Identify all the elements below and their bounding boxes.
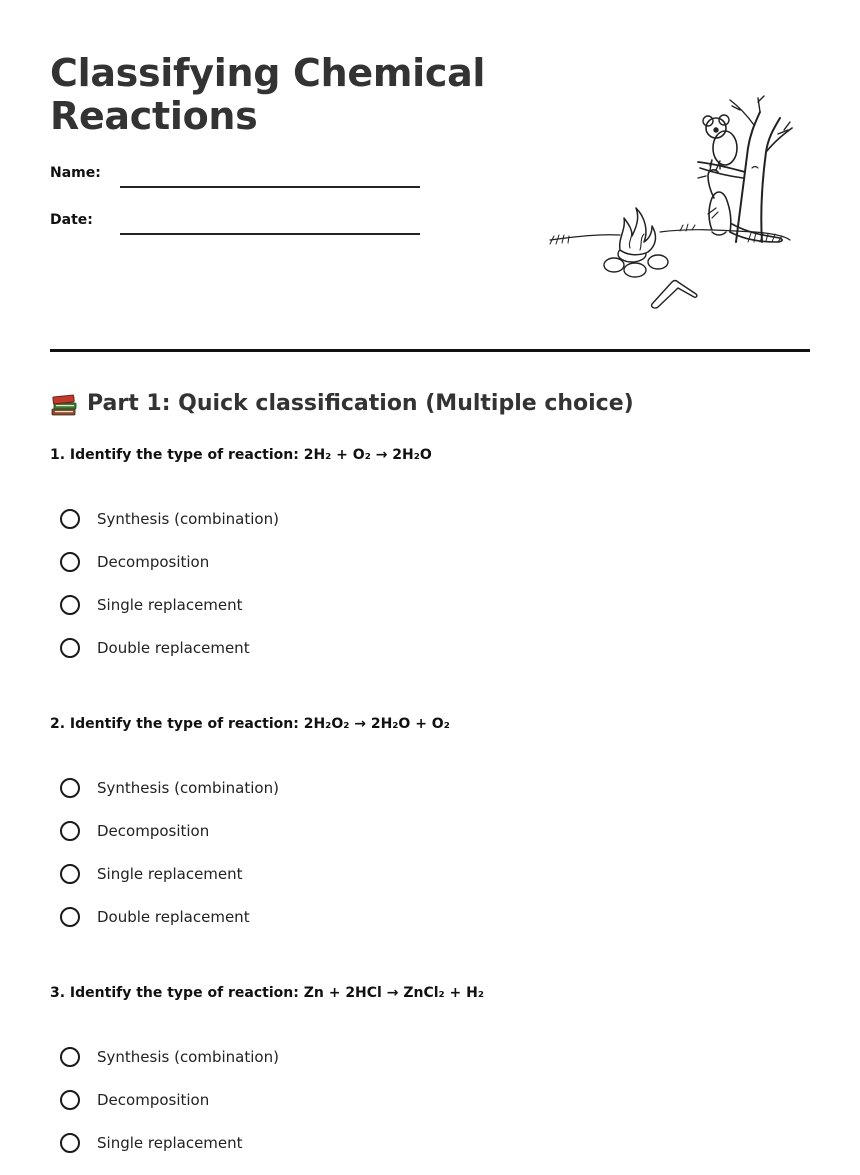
option-decomposition[interactable] — [60, 1089, 279, 1132]
option-decomposition[interactable] — [60, 551, 279, 594]
name-field[interactable] — [50, 160, 430, 190]
section-heading-text: Part 1: Quick classification (Multiple choice) — [87, 391, 634, 416]
question-text: 3. Identify the type of reaction: Zn + 2HCl → ZnCl₂ + H₂ — [50, 985, 484, 1001]
option-label: Decomposition — [97, 822, 210, 840]
radio-button[interactable] — [60, 1090, 80, 1110]
question-1 — [50, 444, 810, 657]
question-3 — [50, 982, 810, 1152]
option-synthesis[interactable] — [60, 777, 279, 820]
option-synthesis[interactable] — [60, 1046, 279, 1089]
radio-button[interactable] — [60, 864, 80, 884]
section-heading — [50, 388, 634, 420]
radio-button[interactable] — [60, 595, 80, 615]
date-label: Date: — [50, 212, 93, 228]
radio-button[interactable] — [60, 638, 80, 658]
option-label: Decomposition — [97, 553, 210, 571]
option-label: Double replacement — [97, 639, 250, 657]
outback-illustration — [540, 90, 800, 315]
options-list — [60, 777, 279, 949]
option-label: Synthesis (combination) — [97, 510, 279, 528]
radio-button[interactable] — [60, 552, 80, 572]
question-text: 1. Identify the type of reaction: 2H₂ + O₂ → 2H₂O — [50, 447, 432, 463]
radio-button[interactable] — [60, 509, 80, 529]
question-text: 2. Identify the type of reaction: 2H₂O₂ → 2H₂O + O₂ — [50, 716, 450, 732]
option-label: Synthesis (combination) — [97, 779, 279, 797]
worksheet-title: Classifying Chemical Reactions — [50, 51, 486, 138]
date-line[interactable] — [120, 233, 420, 235]
option-label: Single replacement — [97, 596, 243, 614]
date-field[interactable] — [50, 207, 430, 237]
header-divider — [50, 349, 810, 352]
option-label: Decomposition — [97, 1091, 210, 1109]
option-single-replacement[interactable] — [60, 594, 279, 637]
option-label: Single replacement — [97, 865, 243, 883]
option-single-replacement[interactable] — [60, 1132, 279, 1175]
options-list — [60, 1046, 279, 1175]
option-decomposition[interactable] — [60, 820, 279, 863]
question-2 — [50, 713, 810, 926]
radio-button[interactable] — [60, 778, 80, 798]
option-label: Double replacement — [97, 908, 250, 926]
radio-button[interactable] — [60, 821, 80, 841]
option-double-replacement[interactable] — [60, 637, 279, 680]
option-label: Single replacement — [97, 1134, 243, 1152]
name-label: Name: — [50, 165, 101, 181]
books-icon — [50, 390, 78, 418]
option-label: Synthesis (combination) — [97, 1048, 279, 1066]
option-double-replacement[interactable] — [60, 906, 279, 949]
name-line[interactable] — [120, 186, 420, 188]
option-synthesis[interactable] — [60, 508, 279, 551]
option-single-replacement[interactable] — [60, 863, 279, 906]
radio-button[interactable] — [60, 1047, 80, 1067]
radio-button[interactable] — [60, 1133, 80, 1153]
options-list — [60, 508, 279, 680]
radio-button[interactable] — [60, 907, 80, 927]
